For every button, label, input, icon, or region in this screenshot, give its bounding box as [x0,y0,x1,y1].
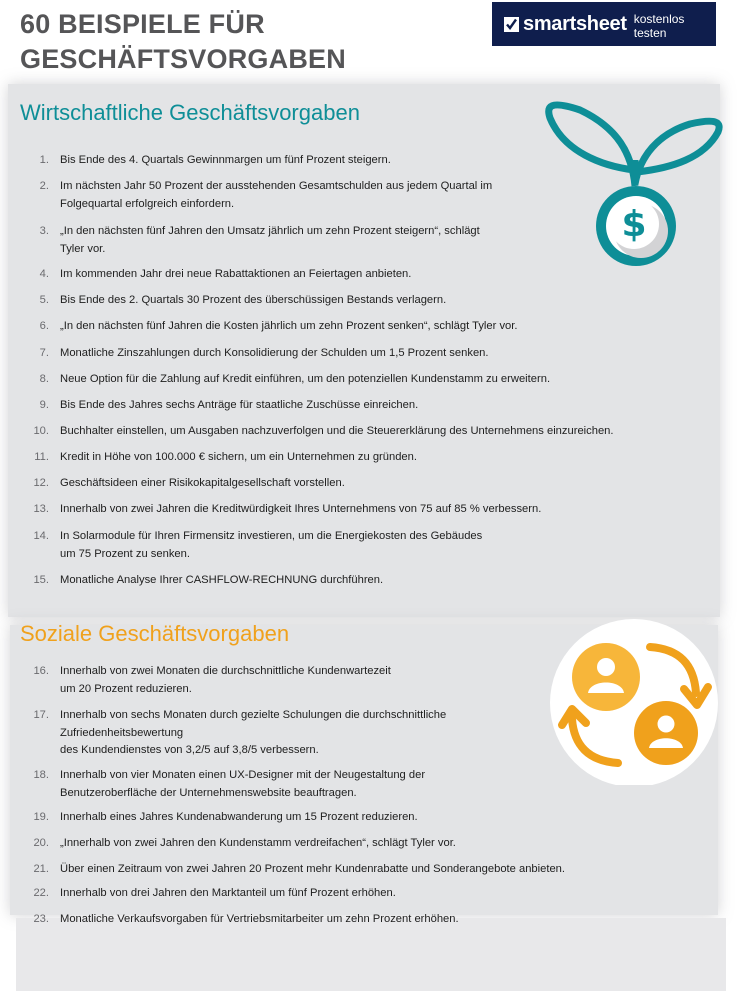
goal-text-line: Zufriedenheitsbewertung [60,726,184,739]
goal-text [60,223,480,258]
goal-text [60,861,565,879]
goal-text [60,572,383,590]
goal-text [60,449,417,467]
goal-text-line: Innerhalb von drei Jahren den Marktanteil um fünf Prozent erhöhen. [60,887,396,899]
goal-text [60,767,425,802]
goal-text-line: Bis Ende des Jahres sechs Anträge für staatliche Zuschüsse einreichen. [60,399,419,411]
goal-number: 21. [33,863,49,875]
goal-text-line: Innerhalb eines Jahres Kundenabwanderung um 15 Prozent reduzieren. [60,811,418,823]
goal-item [24,501,664,519]
goal-item [24,809,664,827]
goal-number: 7. [39,347,49,359]
goal-text-line: Benutzeroberfläche der Unternehmenswebsite beauftragen. [60,786,357,799]
goal-item [24,152,664,170]
goal-text [60,809,418,827]
goal-text-line: Buchhalter einstellen, um Ausgaben nachzuverfolgen und die Steuererklärung des Unternehmens einzureichen. [60,425,614,437]
page-title-line-1: 60 BEISPIELE FÜR [20,9,265,39]
economic-section-title: Wirtschaftliche Geschäftsvorgaben [20,100,360,125]
goal-text-line: Kredit in Höhe von 100.000 € sichern, um ein Unternehmen zu gründen. [60,451,417,463]
goal-text-line: Innerhalb von sechs Monaten durch gezielte Schulungen die durchschnittliche [60,709,447,721]
goal-number: 1. [39,154,49,166]
goal-text [60,528,482,563]
goal-number: 18. [33,769,49,781]
goal-number: 17. [33,709,49,721]
goal-text-line: „Innerhalb von zwei Jahren den Kundenstamm verdreifachen“, schlägt Tyler vor. [60,837,456,849]
goal-number: 13. [33,503,49,515]
goal-number: 9. [39,399,49,411]
goal-text-line: Bis Ende des 2. Quartals 30 Prozent des überschüssigen Bestands verlagern. [60,294,447,306]
goal-item [24,528,664,563]
goal-text-line: Tyler vor. [60,242,106,255]
goal-item [24,861,664,879]
goal-text-line: Monatliche Zinszahlungen durch Konsolidierung der Schulden um 1,5 Prozent senken. [60,347,489,359]
goal-number: 5. [39,294,49,306]
goal-text-line: des Kundendienstes von 3,2/5 auf 3,8/5 verbessern. [60,744,319,756]
goal-text-line: Im nächsten Jahr 50 Prozent der ausstehenden Gesamtschulden aus jedem Quartal im [60,180,493,192]
goal-text [60,318,518,336]
smartsheet-trial-banner[interactable] [492,2,716,46]
goal-item [24,223,664,258]
goal-text-line: Monatliche Verkaufsvorgaben für Vertriebsmitarbeiter um zehn Prozent erhöhen. [60,913,459,925]
goal-text-line: Im kommenden Jahr drei neue Rabattaktionen an Feiertagen anbieten. [60,268,412,280]
goal-text [60,397,418,415]
goal-item [24,767,664,802]
goal-text [60,475,345,493]
goal-text [60,885,396,903]
smartsheet-check-icon [504,17,519,32]
goal-number: 15. [33,574,49,586]
goal-text-line: Über einen Zeitraum von zwei Jahren 20 Prozent mehr Kundenrabatte und Sonderangebote anbieten. [60,863,566,875]
goal-text-line: Innerhalb von zwei Monaten die durchschnittliche Kundenwartezeit [60,665,391,677]
goal-text [60,292,446,310]
bottom-panel [16,918,726,991]
goal-text-line: „In den nächsten fünf Jahren den Umsatz jährlich um zehn Prozent steigern“, schlägt [60,225,480,237]
goal-text [60,371,550,389]
goal-item [24,572,664,590]
page-title-line-2: GESCHÄFTSVORGABEN [20,44,346,74]
goal-text-line: Neue Option für die Zahlung auf Kredit einführen, um den potenziellen Kundenstamm zu erweitern. [60,373,551,385]
goal-text [60,911,459,929]
goal-item [24,266,664,284]
goal-text-line: Geschäftsideen einer Risikokapitalgesellschaft vorstellen. [60,477,345,489]
goal-text [60,663,391,698]
goal-number: 6. [39,320,49,332]
goal-item [24,318,664,336]
goal-number: 3. [39,225,49,237]
goal-text-line: Innerhalb von zwei Jahren die Kreditwürdigkeit Ihres Unternehmens von 75 auf 85 % verbessern. [60,503,542,515]
goal-text-line: Innerhalb von vier Monaten einen UX-Designer mit der Neugestaltung der [60,769,426,781]
goal-text-line: Folgequartal erfolgreich einfordern. [60,197,235,210]
goal-number: 22. [33,887,49,899]
goal-text [60,266,411,284]
goal-text [60,707,446,760]
goal-number: 23. [33,913,49,925]
goal-item [24,292,664,310]
goal-item [24,345,664,363]
goal-text-line: „In den nächsten fünf Jahren die Kosten jährlich um zehn Prozent senken“, schlägt Tyler vor. [60,320,518,332]
goal-text [60,423,614,441]
goal-number: 4. [39,268,49,280]
goal-item [24,885,664,903]
social-section-title: Soziale Geschäftsvorgaben [20,621,290,646]
brand-cta: kostenlos testen [633,12,685,40]
goal-item [24,911,664,929]
goal-text [60,501,541,519]
goal-item [24,835,664,853]
goal-text-line: Monatliche Analyse Ihrer CASHFLOW-RECHNUNG durchführen. [60,574,384,586]
goal-text-line: um 20 Prozent reduzieren. [60,682,192,695]
goal-item [24,449,664,467]
goal-item [24,663,664,698]
goal-item [24,371,664,389]
goal-item [24,178,664,213]
goal-number: 2. [39,180,49,192]
goal-text [60,152,391,170]
goal-number: 19. [33,811,49,823]
goal-item [24,423,664,441]
brand-name: smartsheet [523,12,627,35]
goal-text-line: In Solarmodule für Ihren Firmensitz investieren, um die Energiekosten des Gebäudes [60,530,483,542]
goal-number: 20. [33,837,49,849]
goal-text [60,345,489,363]
goal-item [24,397,664,415]
goal-number: 12. [33,477,49,489]
customer-exchange-icon [544,615,724,785]
goal-text [60,835,456,853]
goal-item [24,707,664,760]
goal-text [60,178,492,213]
goal-number: 11. [34,451,49,463]
goal-number: 10. [33,425,49,437]
goal-number: 14. [33,530,49,542]
goal-item [24,475,664,493]
goal-number: 8. [39,373,49,385]
page-title [20,7,440,77]
goal-text-line: Bis Ende des 4. Quartals Gewinnmargen um fünf Prozent steigern. [60,154,391,166]
svg-text:$: $ [621,204,647,245]
goal-text-line: um 75 Prozent zu senken. [60,547,190,560]
goal-number: 16. [33,665,49,677]
